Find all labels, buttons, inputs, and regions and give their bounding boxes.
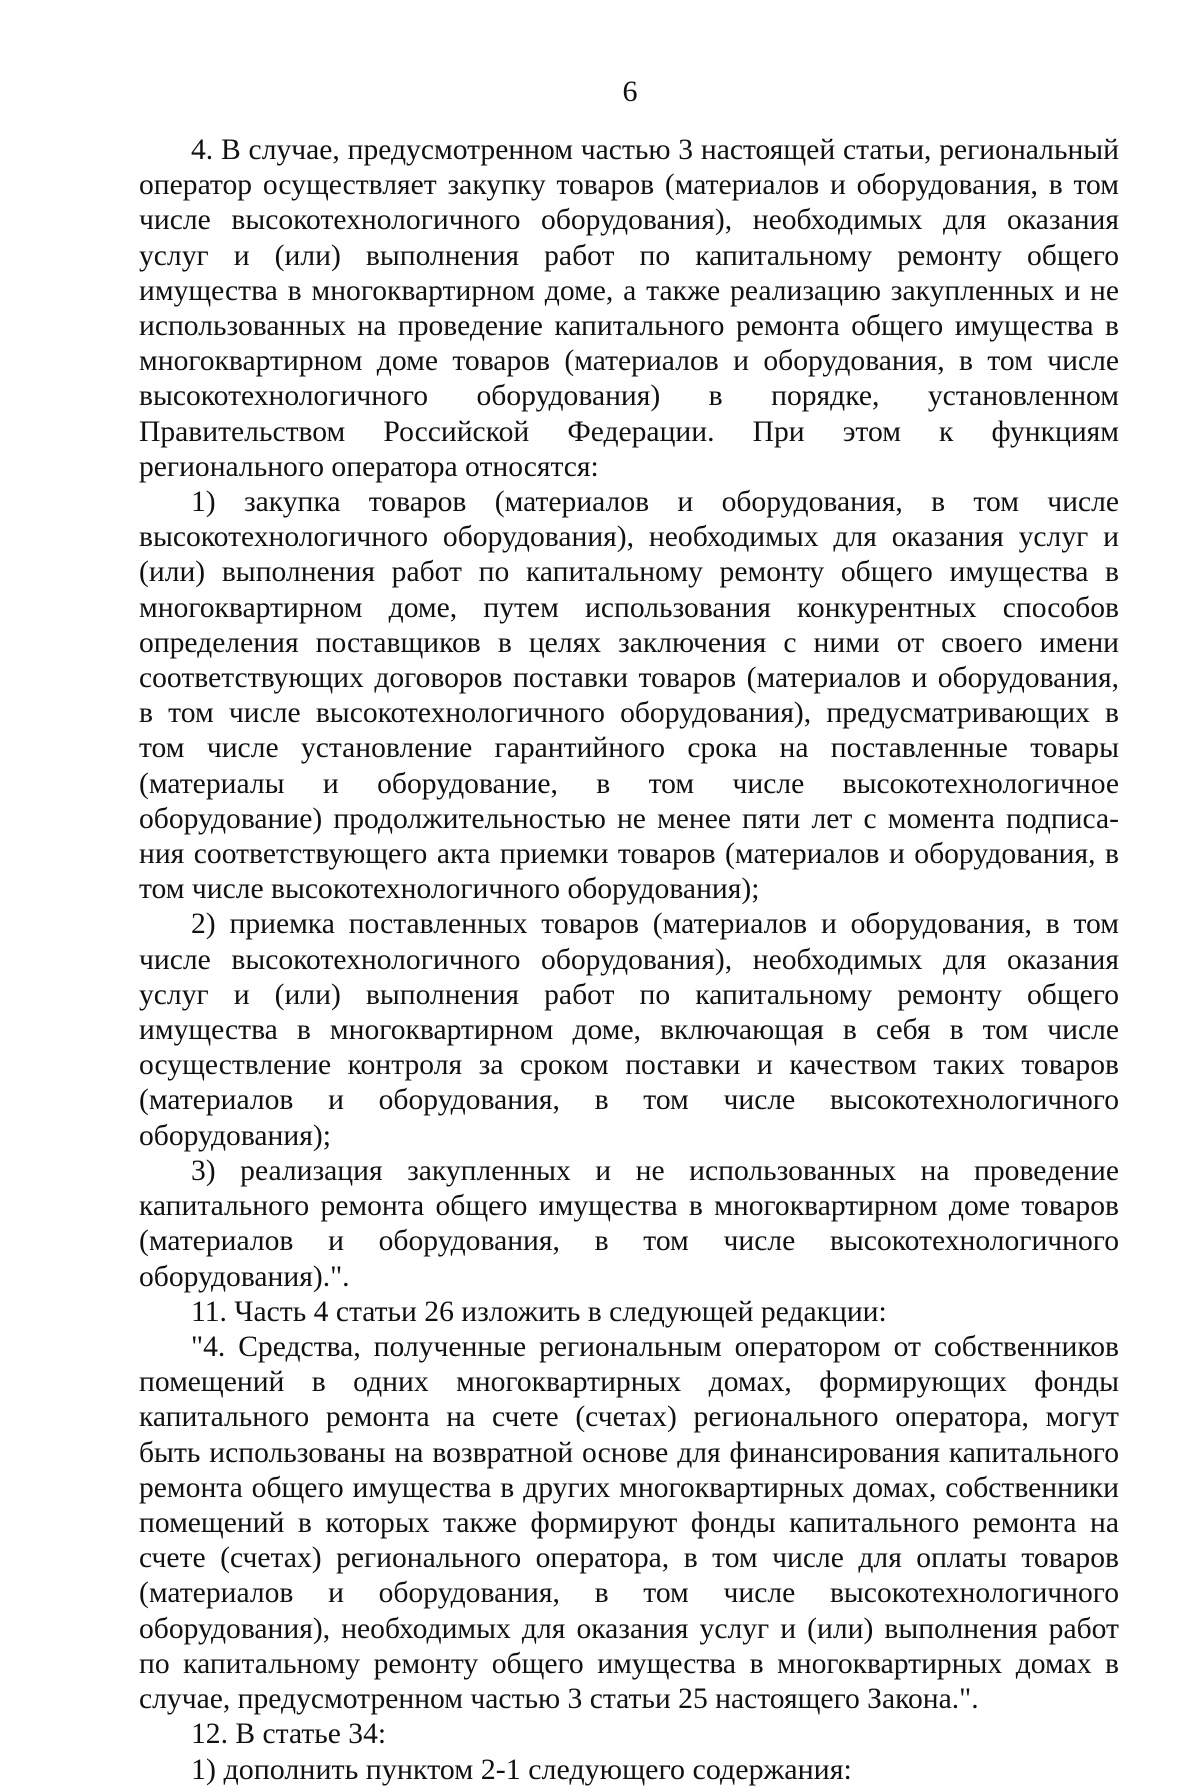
list-item-1-procurement: 1) закупка товаров (материалов и оборудования, в том числе высокотехнологичного оборудования), необходимых для оказания услуг и (или) выполнения работ по капитальному ремонту общего имущества в многоквартирном доме, путем использования конкурентных способов определения поставщиков в целях заключения с ними от своего имени соответствующих договоров поставки товаров (материалов и оборудования, в том числе высокотехнологичного оборудования), предусматривающих в том числе установление гарантийного срока на поставленные товары (материалы и оборудование, в том числе высокотехнологичное оборудование) продолжительностью не менее пяти лет с момента подписания соответствующего акта приемки товаров (материалов и оборудования, в том числе высокотехнологичного оборудования); [139,486,1119,906]
list-item-1-add-point: 1) дополнить пунктом 2-1 следующего содержания: [191,1753,852,1787]
paragraph-11-amendment-article-26: 11. Часть 4 статьи 26 изложить в следующей редакции: [191,1295,887,1328]
document-body [139,133,1119,1788]
list-item-3-sale: 3) реализация закупленных и не использованных на проведение капитального ремонта общего имущества в многоквартирном доме товаров (материалов и оборудования, в том числе высокотехнологичного оборудования).". [139,1154,1119,1293]
page-number: 6 [622,75,638,108]
paragraph-12-article-34: 12. В статье 34: [191,1718,387,1751]
paragraph-quoted-part-4: "4. Средства, полученные региональным оператором от собственников помещений в одних многоквартирных домах, формирующих фонды капитального ремонта на счете (счетах) регионального оператора, могут быть использованы на возвратной основе для финансирования капитального ремонта общего имущества в других многоквартирных домах, собственники помещений в которых также формируют фонды капитального ремонта на счете (счетах) регионального оператора, в том числе для оплаты товаров (материалов и оборудования, в том числе высокотехнологичного оборудования), необходимых для оказания услуг и (или) выполнения работ по капитальному ремонту общего имущества в многоквартирных домах в случае, предусмотренном частью 3 статьи 25 настоящего Закона.". [139,1330,1119,1715]
list-item-2-acceptance: 2) приемка поставленных товаров (материалов и оборудования, в том числе высокотехнологичного оборудования), необходимых для оказания услуг и (или) выполнения работ по капитальному ремонту общего имущества в многоквартирном доме, включающая в себя в том числе осуществление контроля за сроком поставки и качеством таких товаров (материалов и оборудования, в том числе высокотехнологичного оборудования); [139,908,1119,1152]
paragraph-4-regional-operator-procurement: 4. В случае, предусмотренном частью 3 настоящей статьи, региональный оператор осуществляет закупку товаров (материалов и оборудования, в том числе высокотехнологичного оборудования), необходимых для оказания услуг и (или) выполнения работ по капитальному ремонту общего имущества в многоквартирном доме, а также реализацию закупленных и не использованных на проведение капитального ремонта общего имущества в многоквартирном доме товаров (материалов и оборудования, в том числе высокотехнологичного оборудования) в порядке, установленном Правительством Российской Федерации. При этом к функциям регионального оператора относятся: [139,134,1119,483]
